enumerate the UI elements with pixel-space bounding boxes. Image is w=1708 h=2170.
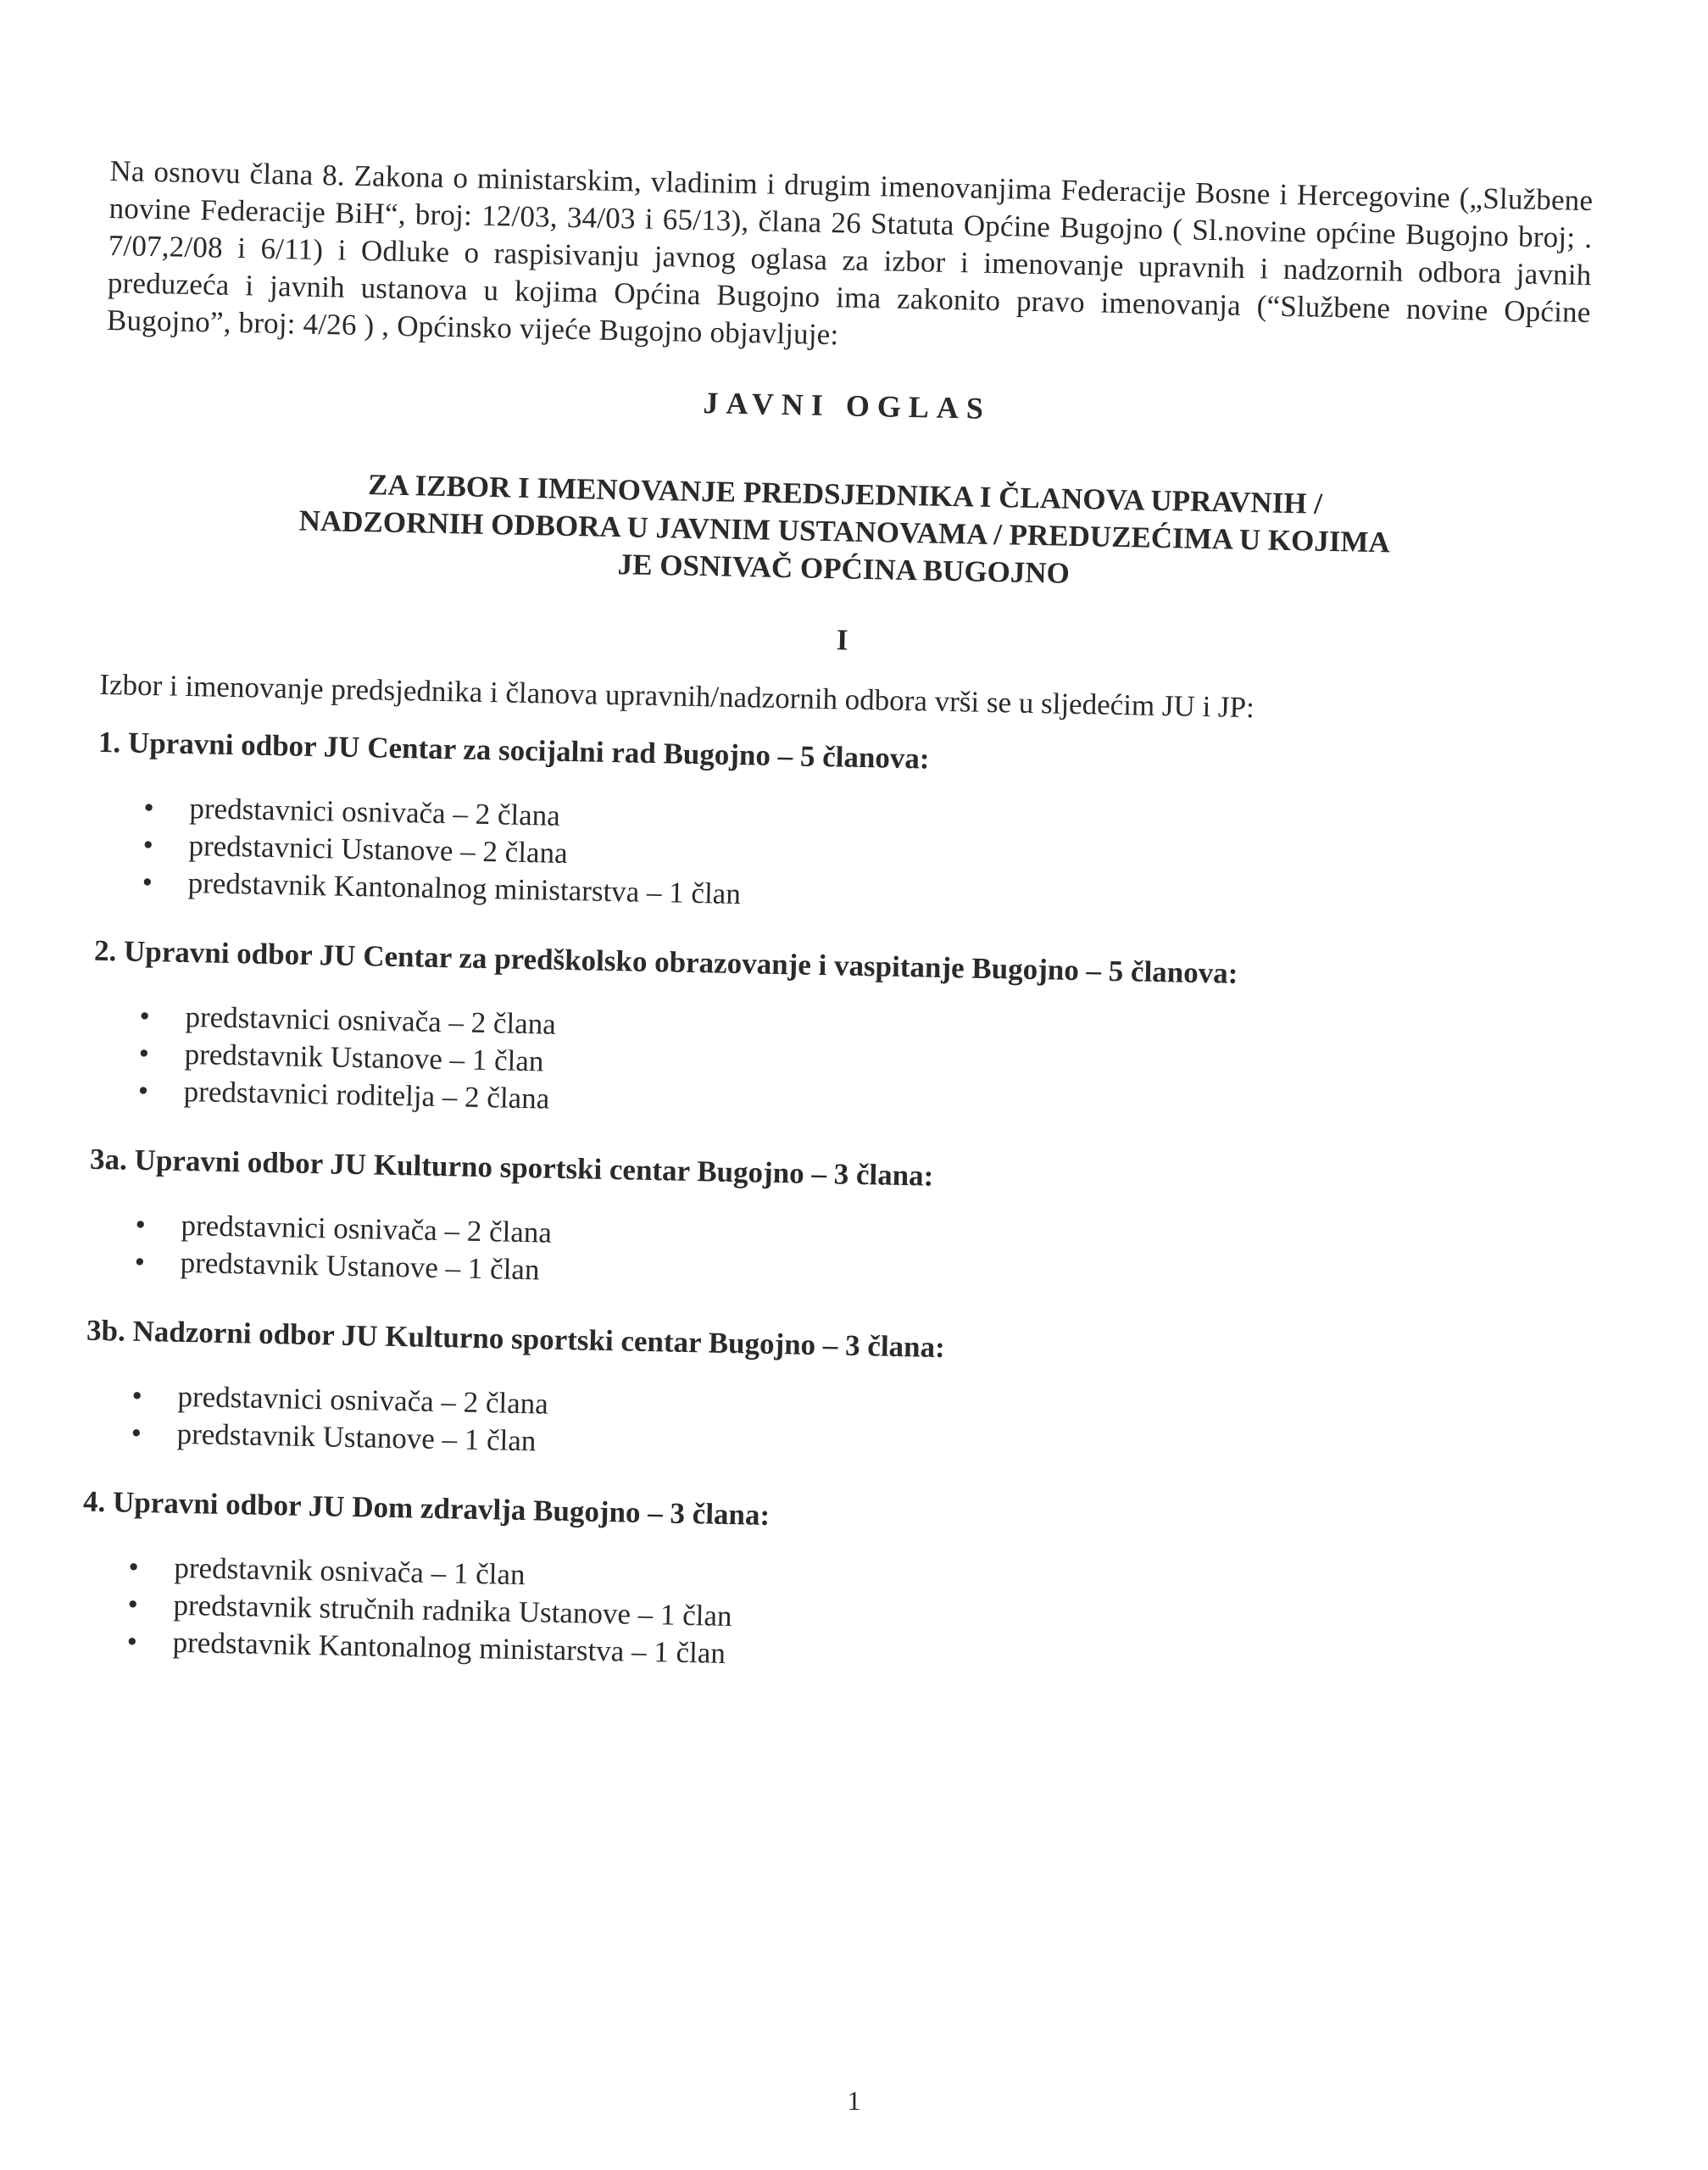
member-text: predstavnici osnivača – 2 člana <box>189 792 561 832</box>
member-text: predstavnici osnivača – 2 člana <box>177 1379 549 1421</box>
board-heading: 2. Upravni odbor JU Centar za predškolsko obrazovanje i vaspitanje Bugojno – 5 članova: <box>93 933 1238 990</box>
section-number: I <box>836 623 848 657</box>
bullet-icon: • <box>139 999 151 1033</box>
board-heading: 4. Upravni odbor JU Dom zdravlja Bugojno – 3 člana: <box>82 1484 771 1532</box>
bullet-icon: • <box>135 1207 147 1242</box>
bullet-icon: • <box>143 790 155 825</box>
bullet-icon: • <box>142 865 153 899</box>
bullet-icon: • <box>131 1378 143 1413</box>
member-list <box>80 1548 1565 1689</box>
bullet-icon: • <box>131 1416 142 1450</box>
member-text: predstavnici Ustanove – 2 člana <box>188 829 568 870</box>
member-text: predstavnik Ustanove – 1 član <box>180 1245 540 1287</box>
member-list <box>95 788 1580 930</box>
board-2 <box>91 932 1577 1138</box>
member-text: predstavnici roditelja – 2 člana <box>183 1074 550 1116</box>
lead-paragraph: Izbor i imenovanje predsjednika i članova upravnih/nadzornih odbora vrši se u sljedećim JU i JP: <box>99 667 1255 725</box>
member-text: predstavnici osnivača – 2 člana <box>181 1208 553 1249</box>
member-text: predstavnik Ustanove – 1 član <box>184 1037 544 1078</box>
member-text: predstavnik stručnih radnika Ustanove – 1 član <box>173 1588 732 1633</box>
member-list <box>84 1377 1568 1481</box>
document-subtitle: ZA IZBOR I IMENOVANJE PREDSJEDNIKA I ČLANOVA UPRAVNIH / NADZORNIH ODBORA U JAVNIM USTANOVAMA / PREDUZEĆIMA U KOJIMA JE OSNIVAČ OPĆINA BUGOJNO <box>298 468 1391 590</box>
member-text: predstavnik Kantonalnog ministarstva – 1 član <box>172 1625 726 1670</box>
intro-paragraph: Na osnovu člana 8. Zakona o ministarskim, vladinim i drugim imenovanjima Federacije Bosne i Hercegovine („Službene novine Federacije BiH“, broj: 12/03, 34/03 i 65/13), člana 26 Statuta Općine Bugojno ( Sl.novine općine Bugojno broj; . 7/07,2/08 i 6/11) i Odluke o raspisivanju javnog oglasa za izbor i imenovanje upravnih i nadzornih odbora javnih preduzeća i javnih ustanova u kojima Općina Bugojno ima zakonito pravo imenovanja (“Službene novine Općine Bugojno”, broj: 4/26 ) , Općinsko vijeće Bugojno objavljuje: <box>106 153 1594 352</box>
board-heading: 3b. Nadzorni odbor JU Kulturno sportski centar Bugojno – 3 člana: <box>86 1313 946 1365</box>
board-3b <box>84 1312 1570 1481</box>
member-text: predstavnik Kantonalnog ministarstva – 1 član <box>187 866 742 911</box>
member-text: predstavnik Ustanove – 1 član <box>176 1416 537 1458</box>
board-4 <box>80 1483 1566 1689</box>
bullet-icon: • <box>138 1036 150 1071</box>
board-1 <box>95 724 1582 930</box>
member-list <box>87 1205 1572 1310</box>
member-list <box>91 997 1576 1138</box>
member-text: predstavnik osnivača – 1 član <box>174 1550 526 1592</box>
member-text: predstavnici osnivača – 2 člana <box>185 999 557 1041</box>
document-title: JAVNI OGLAS <box>703 386 992 426</box>
bullet-icon: • <box>134 1244 146 1279</box>
document-body <box>80 153 1594 1722</box>
board-heading: 3a. Upravni odbor JU Kulturno sportski centar Bugojno – 3 člana: <box>89 1142 934 1193</box>
bullet-icon: • <box>137 1073 149 1108</box>
bullet-icon: • <box>126 1624 138 1658</box>
board-3a <box>87 1141 1573 1310</box>
page-number: 1 <box>847 2085 861 2116</box>
bullet-icon: • <box>128 1550 140 1584</box>
board-heading: 1. Upravni odbor JU Centar za socijalni rad Bugojno – 5 članova: <box>97 725 930 776</box>
bullet-icon: • <box>127 1587 139 1622</box>
bullet-icon: • <box>142 827 154 862</box>
